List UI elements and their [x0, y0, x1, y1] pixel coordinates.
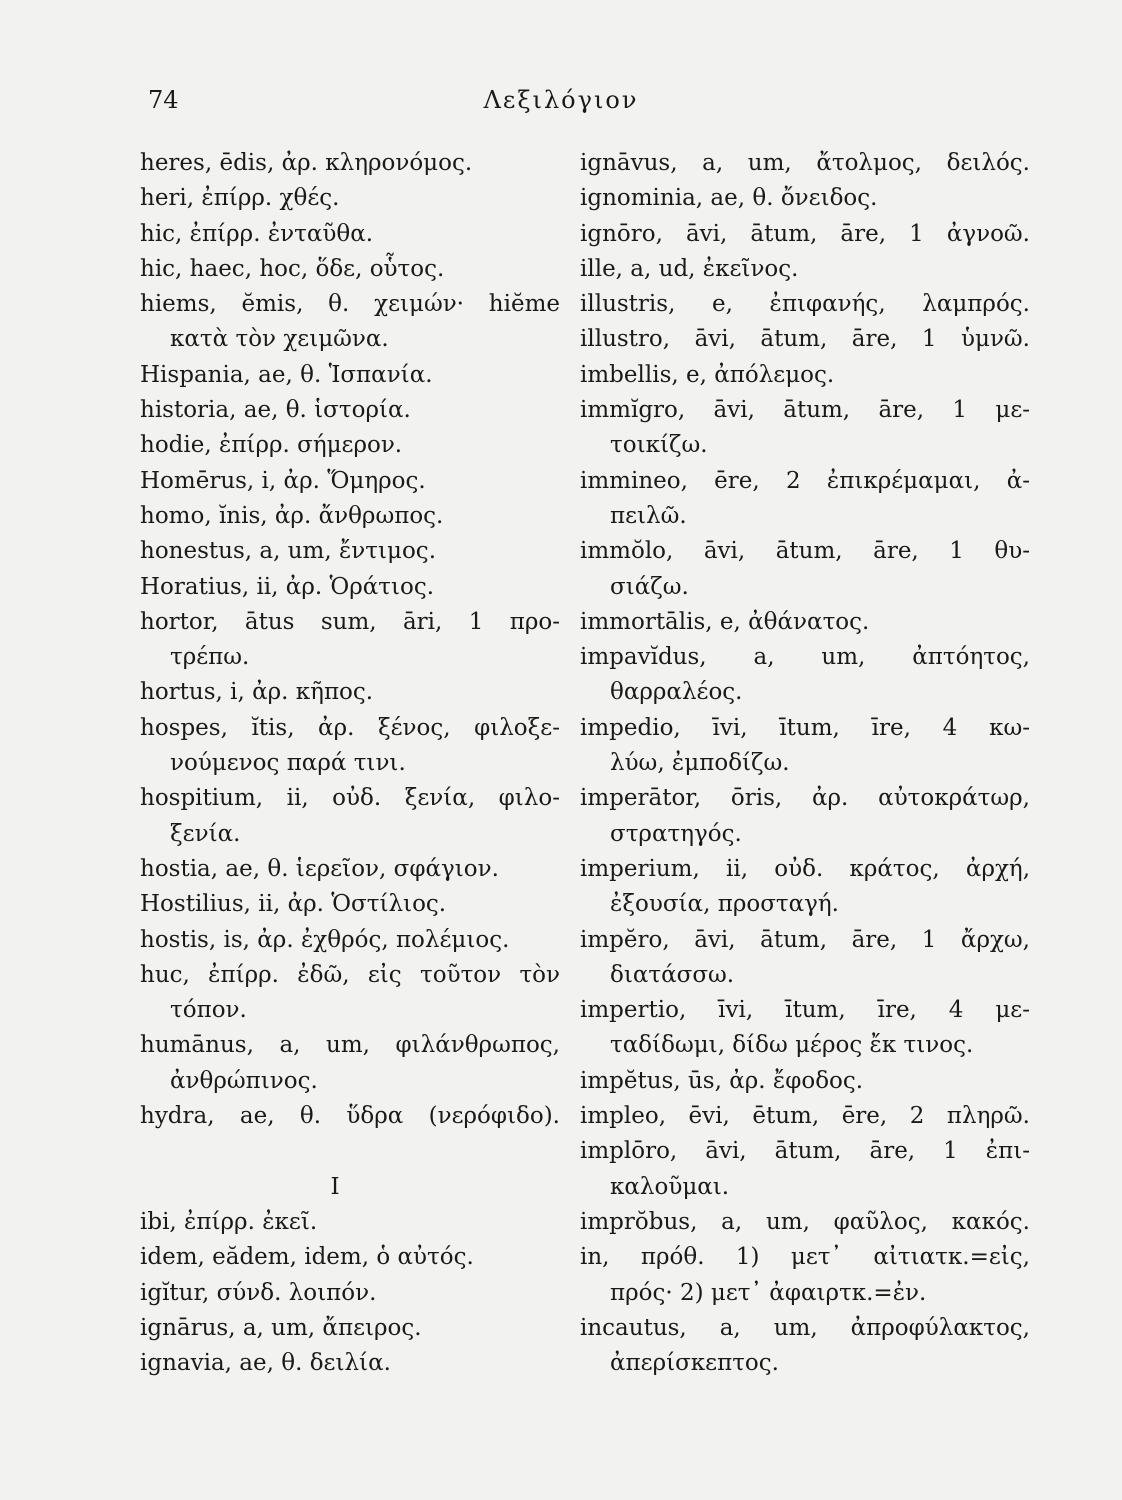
dictionary-entry: incautus, a, um, ἀπροφύλακτος,	[580, 1314, 1030, 1341]
entry-continuation: κατὰ τὸν χειμῶνα.	[170, 326, 389, 353]
dictionary-entry: heri, ἐπίρρ. χθές.	[140, 185, 340, 212]
entry-continuation: σιάζω.	[610, 573, 689, 600]
entry-continuation: ἐξουσία, προσταγή.	[610, 891, 839, 918]
dictionary-entry: huc, ἐπίρρ. ἐδῶ, εἰς τοῦτον τὸν	[140, 961, 560, 988]
entries-i	[140, 1205, 560, 1381]
dictionary-entry: illustro, āvi, ātum, āre, 1 ὑμνῶ.	[580, 326, 1030, 353]
left-column	[140, 146, 560, 1381]
dictionary-entry: honestus, a, um, ἔντιμος.	[140, 538, 437, 565]
dictionary-entry: illustris, e, ἐπιφανής, λαμπρός.	[580, 291, 1030, 318]
dictionary-entry: impleo, ēvi, ētum, ēre, 2 πληρῶ.	[580, 1103, 1030, 1130]
dictionary-entry: impertio, īvi, ītum, īre, 4 με-	[580, 997, 1030, 1024]
entry-continuation: λύω, ἐμποδίζω.	[610, 750, 790, 777]
dictionary-entry: ignominia, ae, θ. ὄνειδος.	[580, 185, 878, 212]
dictionary-entry: humānus, a, um, φιλάνθρωπος,	[140, 1032, 560, 1059]
entry-continuation: τρέπω.	[170, 644, 250, 671]
dictionary-entry: in, πρόθ. 1) μετ᾽ αἰτιατκ.=εἰς,	[580, 1244, 1030, 1271]
dictionary-entry: imperātor, ōris, ἀρ. αὐτοκράτωρ,	[580, 785, 1030, 812]
dictionary-entry: imprŏbus, a, um, φαῦλος, κακός.	[580, 1208, 1030, 1235]
dictionary-entry: ille, a, ud, ἐκεῖνος.	[580, 255, 799, 282]
running-title: Λεξιλόγιον	[483, 86, 639, 114]
dictionary-entry: ignōro, āvi, ātum, āre, 1 ἀγνοῶ.	[580, 220, 1030, 247]
dictionary-entry: immŏlo, āvi, ātum, āre, 1 θυ-	[580, 538, 1030, 565]
dictionary-entry: impĕtus, ūs, ἀρ. ἔφοδος.	[580, 1067, 864, 1094]
dictionary-entry: hortor, ātus sum, āri, 1 προ-	[140, 608, 560, 635]
entry-continuation: πειλῶ.	[610, 502, 687, 529]
dictionary-entry: hic, haec, hoc, ὅδε, οὗτος.	[140, 255, 445, 282]
dictionary-entry: Hispania, ae, θ. Ἱσπανία.	[140, 361, 433, 388]
dictionary-entry: ignārus, a, um, ἄπειρος.	[140, 1314, 422, 1341]
dictionary-entry: hiems, ĕmis, θ. χειμών· hiĕme	[140, 291, 560, 318]
entry-continuation: θαρραλέος.	[610, 679, 743, 706]
dictionary-entry: historia, ae, θ. ἱστορία.	[140, 397, 411, 424]
right-column	[580, 146, 1030, 1381]
dictionary-entry: implōro, āvi, ātum, āre, 1 ἐπι-	[580, 1138, 1030, 1165]
entry-continuation: τόπον.	[170, 997, 247, 1024]
entry-continuation: πρός· 2) μετ᾽ ἀφαιρτκ.=ἐν.	[610, 1279, 927, 1306]
dictionary-entry: hostia, ae, θ. ἱερεῖον, σφάγιον.	[140, 855, 499, 882]
dictionary-entry: Hostilius, ii, ἀρ. Ὁστίλιος.	[140, 891, 447, 918]
dictionary-entry: ignavia, ae, θ. δειλία.	[140, 1350, 391, 1377]
dictionary-entry: imbellis, e, ἀπόλεμος.	[580, 361, 835, 388]
dictionary-entry: idem, eădem, idem, ὁ αὐτός.	[140, 1244, 474, 1271]
entry-continuation: ἀπερίσκεπτος.	[610, 1350, 779, 1377]
dictionary-entry: heres, ēdis, ἀρ. κληρονόμος.	[140, 150, 473, 176]
dictionary-entry: immĭgro, āvi, ātum, āre, 1 με-	[580, 397, 1030, 424]
entry-continuation: διατάσσω.	[610, 961, 735, 988]
dictionary-entry: imperium, ii, οὐδ. κράτος, ἀρχή,	[580, 855, 1030, 882]
page-number: 74	[148, 86, 179, 114]
dictionary-entry: Homērus, i, ἀρ. Ὅμηρος.	[140, 467, 426, 494]
section-letter-i: I	[330, 1173, 340, 1200]
dictionary-entry: impedio, īvi, ītum, īre, 4 κω-	[580, 714, 1030, 741]
entry-continuation: ταδίδωμι, δίδω μέρος ἔκ τινος.	[610, 1032, 974, 1059]
dictionary-entry: hospitium, ii, οὐδ. ξενία, φιλο-	[140, 785, 560, 812]
dictionary-entry: ignāvus, a, um, ἄτολμος, δειλός.	[580, 150, 1030, 176]
dictionary-entry: Horatius, ii, ἀρ. Ὁράτιος.	[140, 573, 435, 600]
entry-continuation: στρατηγός.	[610, 820, 742, 847]
entry-continuation: ξενία.	[170, 820, 241, 847]
dictionary-entry: hydra, ae, θ. ὕδρα (νερόφιδο).	[140, 1103, 560, 1130]
dictionary-entry: immortālis, e, ἀθάνατος.	[580, 608, 870, 635]
entry-continuation: νούμενος παρά τινι.	[170, 750, 406, 777]
dictionary-entry: igĭtur, σύνδ. λοιπόν.	[140, 1279, 377, 1306]
dictionary-entry: homo, ĭnis, ἀρ. ἄνθρωπος.	[140, 502, 444, 529]
dictionary-entry: immineo, ēre, 2 ἐπικρέμαμαι, ἀ-	[580, 467, 1030, 494]
dictionary-entry: hic, ἐπίρρ. ἐνταῦθα.	[140, 220, 374, 247]
section-gap	[140, 1134, 560, 1169]
entries-h	[140, 146, 560, 1134]
dictionary-entry: impĕro, āvi, ātum, āre, 1 ἄρχω,	[580, 926, 1030, 953]
entry-continuation: ἀνθρώπινος.	[170, 1067, 318, 1094]
dictionary-entry: hortus, i, ἀρ. κῆπος.	[140, 679, 374, 706]
dictionary-entry: hostis, is, ἀρ. ἐχθρός, πολέμιος.	[140, 926, 510, 953]
entry-continuation: τοικίζω.	[610, 432, 708, 459]
dictionary-entry: hodie, ἐπίρρ. σήμερον.	[140, 432, 403, 459]
entry-continuation: καλοῦμαι.	[610, 1173, 730, 1200]
dictionary-entry: ibi, ἐπίρρ. ἐκεῖ.	[140, 1208, 318, 1235]
dictionary-entry: impavĭdus, a, um, ἀπτόητος,	[580, 644, 1030, 671]
dictionary-entry: hospes, ĭtis, ἀρ. ξένος, φιλοξε-	[140, 714, 560, 741]
